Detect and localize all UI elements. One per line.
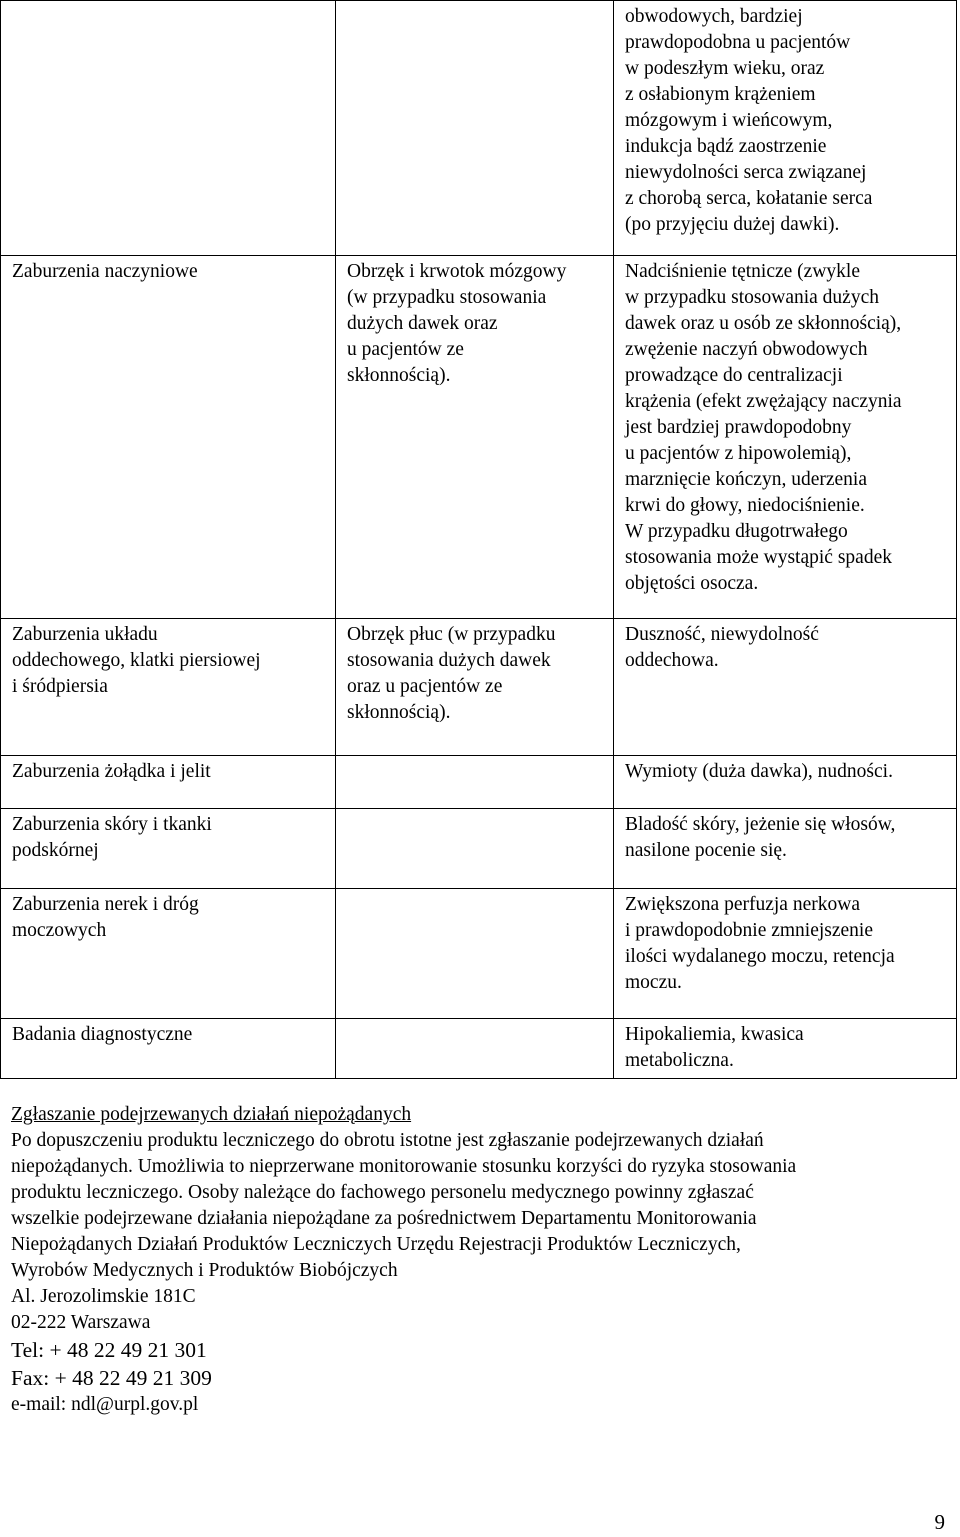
table-row-skin: [1, 809, 957, 889]
frequency-cell: [336, 889, 614, 1019]
frequency-cell: Obrzęk płuc (w przypadku stosowania dużych dawek oraz u pacjentów ze skłonnością).: [336, 619, 614, 756]
effects-cell: Wymioty (duża dawka), nudności.: [614, 756, 957, 809]
page-number: 9: [934, 1510, 945, 1534]
adverse-reaction-reporting-section: [11, 1102, 951, 1418]
effects-cell: Nadciśnienie tętnicze (zwykle w przypadku stosowania dużych dawek oraz u osób ze skłonnością), zwężenie naczyń obwodowych prowadzące do centralizacji krążenia (efekt zwężający naczynia jest bardziej prawdopodobny u pacjentów z hipowolemią), marznięcie kończyn, uderzenia krwi do głowy, niedociśnienie. W przypadku długotrwałego stosowania może wystąpić spadek objętości osocza.: [614, 256, 957, 619]
effects-cell: Hipokaliemia, kwasica metaboliczna.: [614, 1019, 957, 1079]
reporting-paragraph-line: Wyrobów Medycznych i Produktów Biobójczych: [11, 1260, 398, 1281]
fax-number: Fax: + 48 22 49 21 309: [11, 1366, 212, 1390]
organ-class-cell: Zaburzenia nerek i dróg moczowych: [1, 889, 336, 1019]
table-row-continuation: [1, 1, 957, 256]
effects-cell: Duszność, niewydolność oddechowa.: [614, 619, 957, 756]
organ-class-cell: Zaburzenia układu oddechowego, klatki piersiowej i śródpiersia: [1, 619, 336, 756]
effects-cell: Bladość skóry, jeżenie się włosów, nasilone pocenie się.: [614, 809, 957, 889]
reporting-paragraph-line: Po dopuszczeniu produktu leczniczego do obrotu istotne jest zgłaszanie podejrzewanych działań: [11, 1130, 764, 1151]
organ-class-cell: Zaburzenia naczyniowe: [1, 256, 336, 619]
reporting-paragraph-line: produktu leczniczego. Osoby należące do fachowego personelu medycznego powinny zgłaszać: [11, 1182, 754, 1203]
effects-cell: Zwiększona perfuzja nerkowa i prawdopodobnie zmniejszenie ilości wydalanego moczu, retencja moczu.: [614, 889, 957, 1019]
table-row-renal: [1, 889, 957, 1019]
organ-class-cell: Badania diagnostyczne: [1, 1019, 336, 1079]
effects-cell: obwodowych, bardziej prawdopodobna u pacjentów w podeszłym wieku, oraz z osłabionym krążeniem mózgowym i wieńcowym, indukcja bądź zaostrzenie niewydolności serca związanej z chorobą serca, kołatanie serca (po przyjęciu dużej dawki).: [614, 1, 957, 256]
frequency-cell: [336, 756, 614, 809]
frequency-cell: [336, 1, 614, 256]
organ-class-cell: [1, 1, 336, 256]
address-street: Al. Jerozolimskie 181C: [11, 1286, 196, 1307]
organ-class-cell: Zaburzenia żołądka i jelit: [1, 756, 336, 809]
reporting-paragraph-line: niepożądanych. Umożliwia to nieprzerwane monitorowanie stosunku korzyści do ryzyka stosowania: [11, 1156, 797, 1177]
phone-number: Tel: + 48 22 49 21 301: [11, 1338, 207, 1362]
table-row-respiratory: [1, 619, 957, 756]
organ-class-cell: Zaburzenia skóry i tkanki podskórnej: [1, 809, 336, 889]
email-address: e-mail: ndl@urpl.gov.pl: [11, 1394, 199, 1415]
table-row-investigations: [1, 1019, 957, 1079]
reporting-paragraph-line: Niepożądanych Działań Produktów Leczniczych Urzędu Rejestracji Produktów Leczniczych,: [11, 1234, 741, 1255]
table-row-vascular: [1, 256, 957, 619]
reporting-paragraph-line: wszelkie podejrzewane działania niepożądane za pośrednictwem Departamentu Monitorowania: [11, 1208, 757, 1229]
table-row-gastrointestinal: [1, 756, 957, 809]
address-city: 02-222 Warszawa: [11, 1312, 151, 1333]
frequency-cell: Obrzęk i krwotok mózgowy (w przypadku stosowania dużych dawek oraz u pacjentów ze skłonnością).: [336, 256, 614, 619]
frequency-cell: [336, 1019, 614, 1079]
frequency-cell: [336, 809, 614, 889]
reporting-heading: Zgłaszanie podejrzewanych działań niepożądanych: [11, 1104, 412, 1125]
